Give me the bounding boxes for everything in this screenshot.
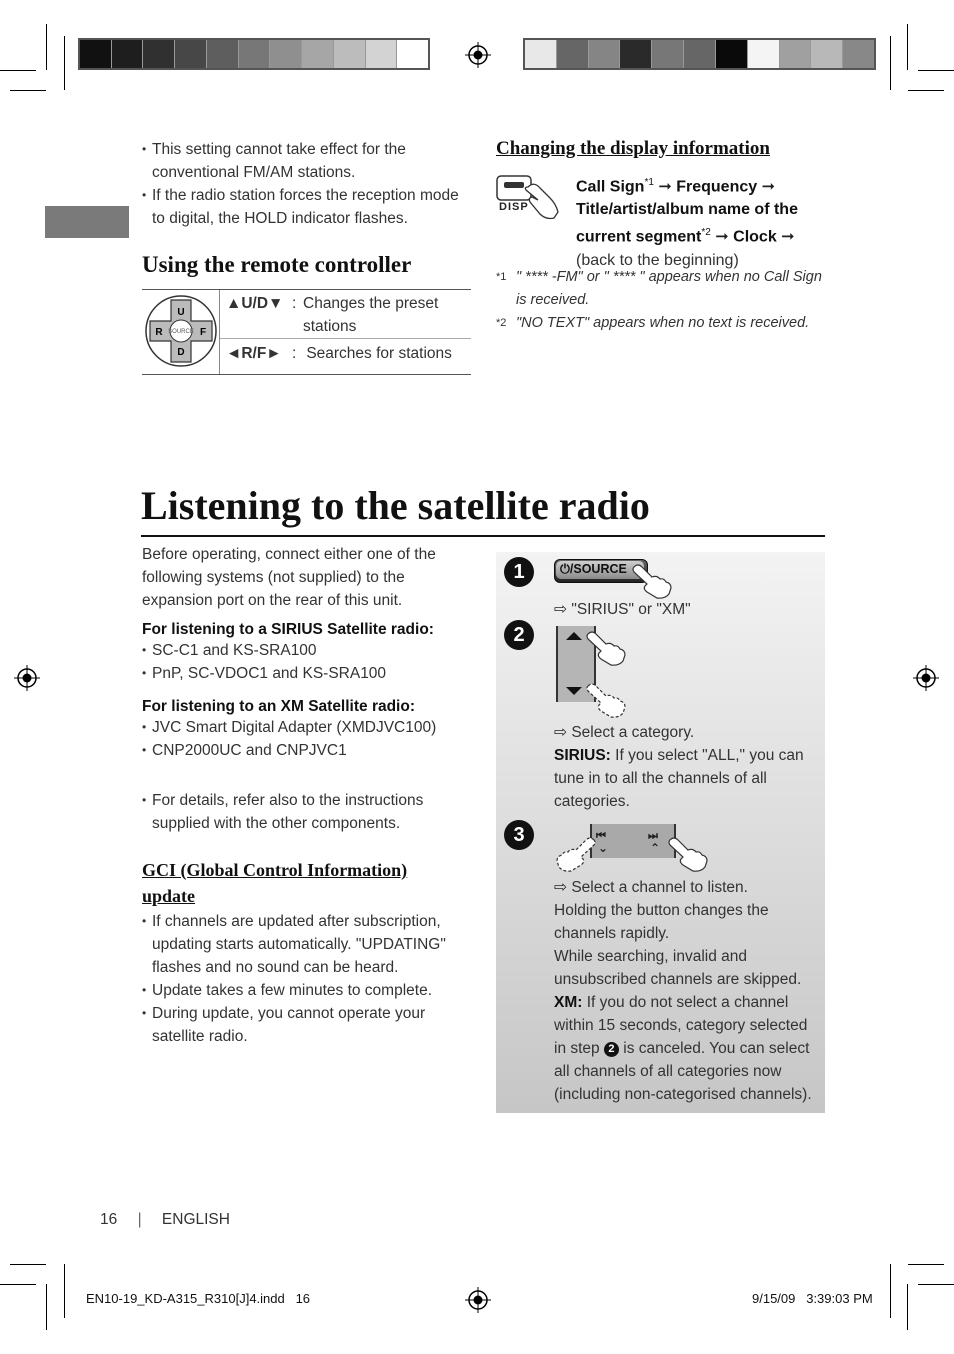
- list-item: • During update, you cannot operate your satellite radio.: [142, 1002, 452, 1048]
- step-3-text: ⇨ Select a channel to listen. Holding the button changes the channels rapidly. While searching, invalid and unsubscribed channels are skipped. XM: If you do not select a channel within 15 seconds, category selected in step 2 is canceled. You can select all channels of all categories now (including non-categorised channels).: [554, 879, 812, 1103]
- gci-list: [142, 910, 452, 1048]
- svg-text:R: R: [155, 327, 163, 338]
- svg-text:U: U: [177, 307, 185, 318]
- list-item: • If the radio station forces the reception mode to digital, the HOLD indicator flashes.: [142, 184, 472, 230]
- print-date: 9/15/09 3:39:03 PM: [752, 1291, 873, 1306]
- page-title: Listening to the satellite radio: [141, 483, 650, 528]
- display-footnotes: *1 " **** -FM" or " **** " appears when no Call Sign is received. *2 "NO TEXT" appears when no text is received.: [496, 269, 822, 331]
- step-1-number: 1: [504, 557, 534, 587]
- list-item: • PnP, SC-VDOC1 and KS-SRA100: [142, 662, 462, 685]
- svg-text:D: D: [177, 347, 185, 358]
- xm-heading: For listening to an XM Satellite radio:: [142, 698, 415, 715]
- registration-mark-icon: [14, 665, 40, 691]
- grayscale-color-bar: [78, 38, 430, 70]
- category-updown-button[interactable]: [556, 626, 628, 720]
- svg-text:SOURCE: SOURCE: [168, 329, 194, 335]
- pointing-hand-icon: [584, 628, 628, 668]
- page-number: 16: [100, 1211, 118, 1228]
- remote-key-rf: ◄R/F►: [226, 345, 282, 362]
- file-info: EN10-19_KD-A315_R310[J]4.indd 16: [86, 1291, 311, 1306]
- remote-desc-search: Searches for stations: [306, 345, 452, 362]
- dashed-hand-icon: [554, 834, 598, 872]
- registration-mark-icon: [913, 665, 939, 691]
- remote-row-search: ◄R/F► : Searches for stations: [226, 342, 471, 365]
- sirius-section: [142, 621, 462, 685]
- step-1-result: ⇨ "SIRIUS" or "XM": [554, 601, 691, 618]
- tone-color-bar: [523, 38, 876, 70]
- pointing-hand-icon: [666, 834, 710, 872]
- remote-pad-icon: [144, 294, 218, 368]
- seek-forward-icon: ⏭: [648, 830, 658, 842]
- list-item: • SC-C1 and KS-SRA100: [142, 639, 462, 662]
- remote-desc-preset: Changes the preset stations: [303, 295, 439, 335]
- step-3-number: 3: [504, 820, 534, 850]
- language-label: ENGLISH: [161, 1211, 230, 1228]
- xm-section: [142, 698, 462, 762]
- top-notes-list: [142, 138, 472, 230]
- list-item: • CNP2000UC and CNPJVC1: [142, 739, 462, 762]
- page-footer: 16 | ENGLISH: [100, 1211, 230, 1228]
- display-sequence: Call Sign$^{*1}$ ➞ Frequency ➞ Title/artist/album name of the current segment$^{*2}$ ➞ Clock ➞ (back to the beginning): [576, 177, 798, 269]
- footnote-1: " **** -FM" or " **** " appears when no Call Sign is received.: [516, 269, 822, 308]
- footnote-2: "NO TEXT" appears when no text is received.: [516, 315, 810, 331]
- registration-mark-icon: [465, 1287, 491, 1313]
- list-item: • Update takes a few minutes to complete.: [142, 979, 452, 1002]
- list-item: • If channels are updated after subscription, updating starts automatically. "UPDATING" flashes and no sound can be heard.: [142, 910, 452, 979]
- chevron-down-icon: ⌄: [598, 841, 609, 855]
- list-item: • For details, refer also to the instructions supplied with the other components.: [142, 789, 442, 835]
- seek-back-icon: ⏮: [596, 830, 606, 842]
- disp-button-icon: [496, 173, 566, 221]
- title-rule: [141, 535, 825, 537]
- step-ref-badge: 2: [604, 1042, 619, 1057]
- list-item: • JVC Smart Digital Adapter (XMDJVC100): [142, 716, 462, 739]
- source-button-label: ⏻/SOURCE: [560, 562, 627, 576]
- channel-seek-buttons[interactable]: [554, 824, 710, 872]
- remote-row-preset: ▲U/D▼ : Changes the preset stations: [226, 292, 471, 315]
- registration-mark-icon: [465, 42, 491, 68]
- svg-text:F: F: [199, 327, 207, 338]
- step-2-number: 2: [504, 620, 534, 650]
- remote-key-ud: ▲U/D▼: [226, 295, 284, 312]
- list-item: • This setting cannot take effect for the conventional FM/AM stations.: [142, 138, 472, 184]
- pointing-hand-icon: [630, 561, 674, 599]
- source-button[interactable]: [554, 559, 674, 599]
- remote-table: [142, 289, 471, 375]
- gci-heading: GCI (Global Control Information) update: [142, 860, 408, 906]
- display-info-heading: Changing the display information: [496, 138, 770, 159]
- language-side-tab: [45, 206, 129, 238]
- remote-heading: Using the remote controller: [142, 252, 412, 277]
- sirius-heading: For listening to a SIRIUS Satellite radio:: [142, 621, 434, 638]
- disp-label: DISP: [499, 201, 529, 213]
- step-2-text: ⇨ Select a category. SIRIUS: If you select "ALL," you can tune in to all the channels of all categories.: [554, 724, 804, 810]
- details-note: [142, 789, 442, 835]
- chevron-up-icon: ⌃: [650, 841, 661, 855]
- intro-text: Before operating, connect either one of the following systems (not supplied) to the expansion port on the rear of this unit.: [142, 546, 436, 609]
- dashed-hand-icon: [584, 680, 628, 720]
